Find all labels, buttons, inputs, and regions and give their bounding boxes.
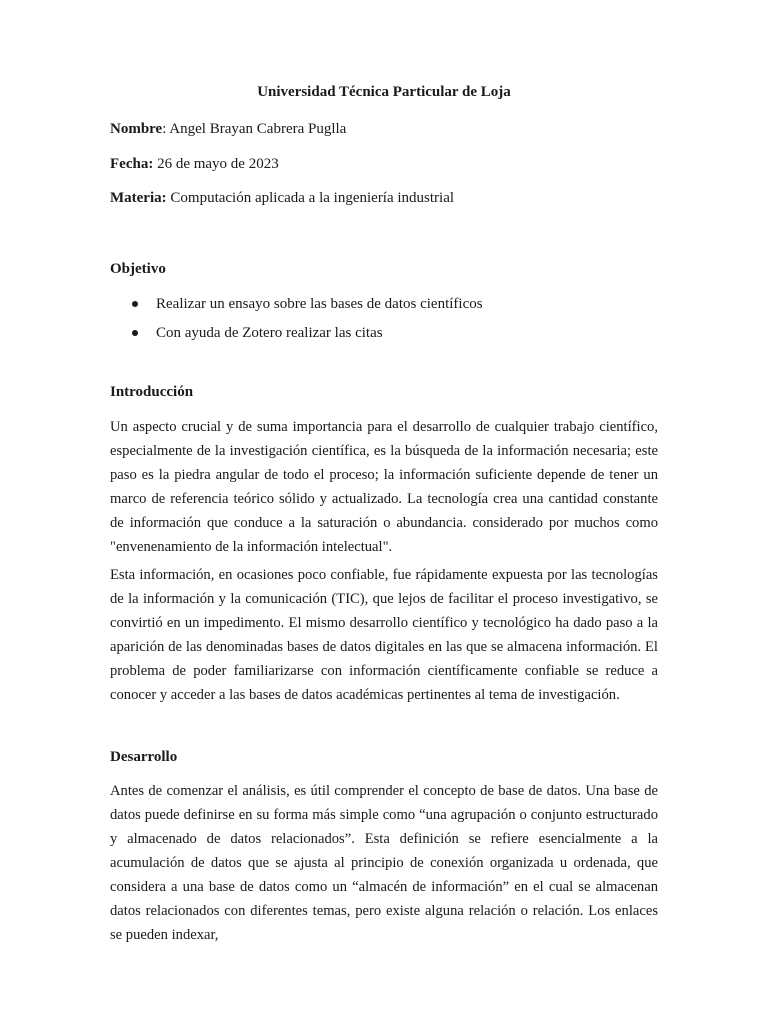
objective-item: Con ayuda de Zotero realizar las citas bbox=[110, 324, 658, 353]
date-value: 26 de mayo de 2023 bbox=[153, 156, 279, 172]
meta-subject-line bbox=[110, 190, 454, 207]
document-title: Universidad Técnica Particular de Loja bbox=[257, 84, 511, 100]
introduction-heading: Introducción bbox=[110, 384, 194, 400]
meta-date-line bbox=[110, 156, 279, 173]
objective-heading: Objetivo bbox=[110, 261, 166, 277]
date-label: Fecha: bbox=[110, 156, 154, 172]
development-paragraph: Antes de comenzar el análisis, es útil comprender el concepto de base de datos. Una base de datos puede definirse en su forma más simple como “una agrupación o conjunto estructurado y almacenado de datos relacionados”. Esta definición se refiere esencialmente a la acumulación de datos que se ajusta al principio de conexión organizada u ordenada, que considera a una base de datos como un “almacén de información” en el cual se almacenan datos relacionados con diferentes temas, pero existe alguna relación o relación. Los enlaces se pueden indexar, bbox=[110, 783, 658, 943]
introduction-paragraph: Un aspecto crucial y de suma importancia para el desarrollo de cualquier trabajo científico, especialmente de la investigación científica, es la búsqueda de la información necesaria; este paso es la piedra angular de todo el proceso; la información suficiente depende de tener un marco de referencia teórico sólido y actualizado. La tecnología crea una cantidad constante de información que conduce a la saturación o abundancia. considerado por muchos como "envenenamiento de la información intelectual". bbox=[110, 419, 658, 555]
introduction-paragraph: Esta información, en ocasiones poco confiable, fue rápidamente expuesta por las tecnologías de la información y la comunicación (TIC), que lejos de facilitar el proceso investigativo, se convirtió en un impedimento. El mismo desarrollo científico y tecnológico ha dado paso a la aparición de las denominadas bases de datos digitales en las que se almacena información. El problema de poder familiarizarse con información científicamente confiable se reduce a conocer y acceder a las bases de datos académicas pertinentes al tema de investigación. bbox=[110, 567, 658, 703]
subject-value: Computación aplicada a la ingeniería industrial bbox=[166, 190, 455, 206]
development-heading: Desarrollo bbox=[110, 749, 178, 765]
objective-list bbox=[110, 295, 658, 353]
subject-label: Materia: bbox=[110, 190, 167, 206]
meta-name-line bbox=[110, 121, 346, 138]
objective-item: Realizar un ensayo sobre las bases de datos científicos bbox=[110, 295, 658, 324]
name-value: : Angel Brayan Cabrera Puglla bbox=[162, 121, 347, 137]
name-label: Nombre bbox=[110, 121, 163, 137]
